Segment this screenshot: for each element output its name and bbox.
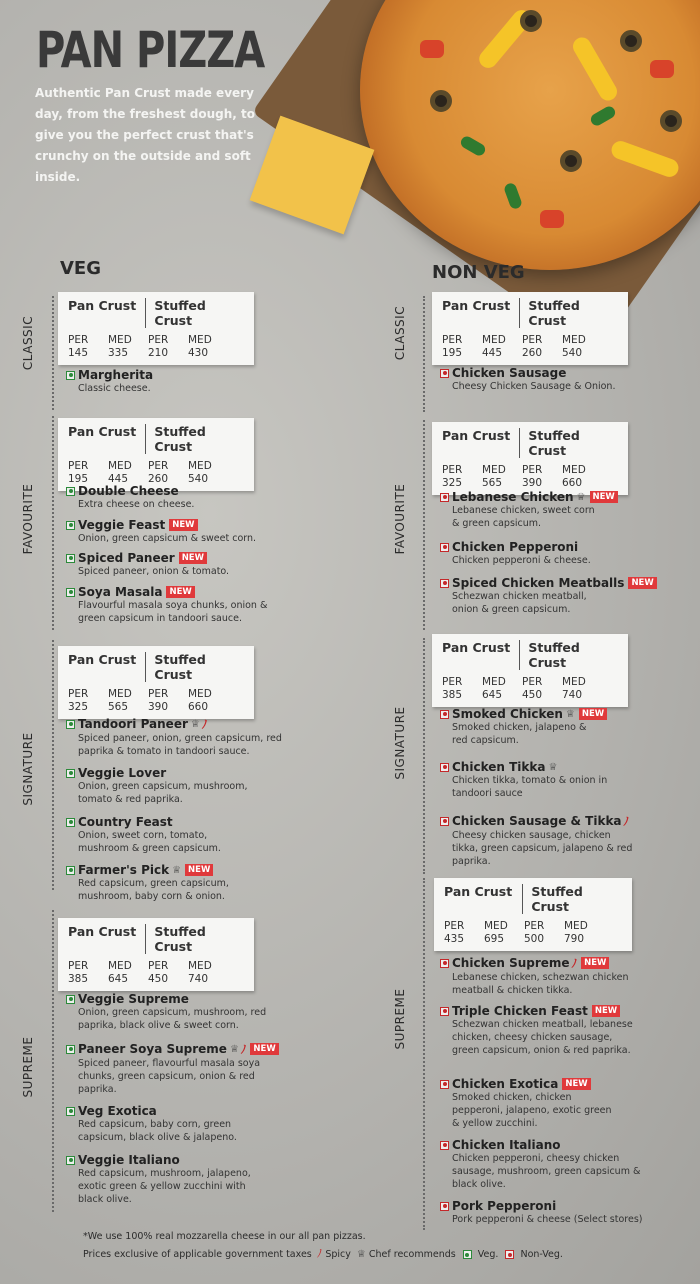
item-name: Chicken Italiano: [452, 1138, 561, 1152]
price-box-veg-favourite: [58, 418, 254, 491]
item-name: Lebanese Chicken: [452, 490, 574, 504]
price-value: 210: [148, 347, 169, 359]
item-desc: Chicken pepperoni & cheese.: [452, 555, 591, 566]
pan-crust-header: Pan Crust: [68, 924, 146, 954]
price-value: 335: [108, 347, 129, 359]
nonveg-mark-icon: [440, 959, 449, 968]
item-name: Smoked Chicken: [452, 707, 563, 721]
divider: [423, 420, 425, 630]
nonveg-mark-icon: [440, 493, 449, 502]
item-desc: Onion, green capsicum, mushroom, red paprika, black olive & sweet corn.: [78, 1007, 267, 1031]
chef-hat-icon: ♕: [229, 1043, 239, 1055]
item-desc: Onion, sweet corn, tomato, mushroom & green capsicum.: [78, 830, 221, 854]
nonveg-heading: NON VEG: [432, 262, 525, 283]
price-value: 740: [188, 973, 209, 985]
nonveg-mark-icon: [440, 369, 449, 378]
pan-crust-header: Pan Crust: [442, 640, 520, 670]
price-value: 450: [522, 689, 543, 701]
menu-item-lebanese-chicken: [440, 490, 660, 530]
nonveg-mark-icon: [440, 1141, 449, 1150]
new-badge: NEW: [169, 519, 197, 531]
item-desc: Spiced paneer, flavourful masala soya chunks, green capsicum, onion & red paprika.: [78, 1058, 261, 1095]
divider: [423, 878, 425, 1230]
pan-crust-header: Pan Crust: [68, 298, 146, 328]
veg-classic-label: CLASSIC: [21, 315, 35, 371]
footer-line2: [83, 1245, 563, 1263]
new-badge: NEW: [592, 1005, 620, 1017]
nonveg-mark-icon: [440, 710, 449, 719]
menu-item-chicken-sausage: [440, 366, 640, 393]
item-name: Soya Masala: [78, 585, 163, 599]
chili-icon: ﾉ: [201, 718, 208, 731]
item-desc: Extra cheese on cheese.: [78, 499, 195, 510]
nonveg-mark-icon: [440, 543, 449, 552]
chef-hat-icon: ♕: [190, 718, 200, 730]
stuffed-crust-header: Stuffed Crust: [531, 884, 583, 914]
item-name: Veggie Italiano: [78, 1153, 180, 1167]
veg-mark-icon: [66, 487, 75, 496]
divider: [52, 640, 54, 890]
med-label: MED: [482, 676, 506, 688]
nonveg-mark-icon: [440, 817, 449, 826]
new-badge: NEW: [166, 586, 194, 598]
price-value: 565: [108, 701, 129, 713]
per-label: PER: [442, 676, 463, 688]
stuffed-crust-header: Stuffed Crust: [528, 298, 580, 328]
menu-item-farmers-pick: [66, 863, 281, 903]
chef-hat-icon: ♕: [172, 864, 182, 876]
price-value: 195: [442, 347, 463, 359]
footer-notes: [83, 1228, 563, 1263]
med-label: MED: [188, 460, 212, 472]
med-label: MED: [108, 688, 132, 700]
pan-crust-header: Pan Crust: [68, 652, 146, 682]
item-name: Tandoori Paneer: [78, 717, 188, 731]
per-label: PER: [522, 334, 543, 346]
price-box-nonveg-classic: [432, 292, 628, 365]
per-label: PER: [522, 676, 543, 688]
menu-item-chicken-pepperoni: [440, 540, 640, 567]
nonveg-mark-icon: [440, 579, 449, 588]
item-desc: Red capsicum, mushroom, jalapeno, exotic green & yellow zucchini with black olive.: [78, 1168, 251, 1205]
menu-item-veggie-lover: [66, 766, 281, 806]
menu-item-margherita: [66, 368, 281, 395]
med-label: MED: [188, 688, 212, 700]
per-label: PER: [148, 688, 169, 700]
item-desc: Flavourful masala soya chunks, onion & green capsicum in tandoori sauce.: [78, 600, 268, 624]
per-label: PER: [148, 460, 169, 472]
price-value: 435: [444, 933, 465, 945]
item-desc: Smoked chicken, jalapeno & red capsicum.: [452, 722, 587, 746]
item-desc: Onion, green capsicum, mushroom, tomato & red paprika.: [78, 781, 248, 805]
veg-mark-icon: [66, 866, 75, 875]
item-name: Chicken Sausage & Tikka: [452, 814, 622, 828]
nonveg-mark-icon: [440, 1202, 449, 1211]
menu-item-chicken-exotica: [440, 1077, 660, 1130]
med-label: MED: [188, 960, 212, 972]
per-label: PER: [442, 464, 463, 476]
legend-veg: Veg.: [477, 1249, 499, 1260]
item-name: Margherita: [78, 368, 154, 382]
legend-spicy: Spicy: [325, 1249, 351, 1260]
stuffed-crust-header: Stuffed Crust: [528, 640, 580, 670]
pan-crust-header: Pan Crust: [442, 428, 520, 458]
divider: [52, 296, 54, 410]
med-label: MED: [482, 334, 506, 346]
stuffed-crust-header: Stuffed Crust: [154, 652, 206, 682]
legend-chef: Chef recommends: [368, 1249, 456, 1260]
price-box-nonveg-signature: [432, 634, 628, 707]
menu-item-double-cheese: [66, 484, 281, 511]
item-desc: Red capsicum, baby corn, green capsicum, black olive & jalapeno.: [78, 1119, 237, 1143]
veg-mark-icon: [66, 720, 75, 729]
med-label: MED: [562, 334, 586, 346]
item-name: Paneer Soya Supreme: [78, 1042, 227, 1056]
new-badge: NEW: [179, 552, 207, 564]
per-label: PER: [444, 920, 465, 932]
med-label: MED: [108, 460, 132, 472]
price-value: 385: [442, 689, 463, 701]
nonveg-mark-icon: [505, 1250, 514, 1259]
new-badge: NEW: [185, 864, 213, 876]
item-name: Spiced Chicken Meatballs: [452, 576, 625, 590]
veg-favourite-label: FAVOURITE: [21, 483, 35, 555]
veg-signature-label: SIGNATURE: [21, 732, 35, 806]
pizza-image: [360, 0, 700, 270]
item-desc: Smoked chicken, chicken pepperoni, jalapeno, exotic green & yellow zucchini.: [452, 1092, 612, 1129]
item-desc: Chicken pepperoni, cheesy chicken sausage, mushroom, green capsicum & black olive.: [452, 1153, 641, 1190]
item-name: Chicken Supreme: [452, 956, 570, 970]
per-label: PER: [442, 334, 463, 346]
price-value: 500: [524, 933, 545, 945]
item-desc: Cheesy Chicken Sausage & Onion.: [452, 381, 616, 392]
veg-heading: VEG: [60, 258, 102, 279]
price-value: 540: [562, 347, 583, 359]
item-desc: Schezwan chicken meatball, lebanese chicken, cheesy chicken sausage, green capsicum, onion & red paprika.: [452, 1019, 633, 1056]
item-name: Chicken Sausage: [452, 366, 567, 380]
price-box-nonveg-supreme: [434, 878, 632, 951]
item-name: Chicken Exotica: [452, 1077, 559, 1091]
chef-hat-icon: ♕: [576, 491, 586, 503]
price-value: 325: [442, 477, 463, 489]
price-value: 430: [188, 347, 209, 359]
med-label: MED: [562, 676, 586, 688]
veg-mark-icon: [463, 1250, 472, 1259]
intro-text: Authentic Pan Crust made every day, from the freshest dough, to give you the perfect crust that's crunchy on the outside and soft inside.: [35, 86, 255, 184]
price-box-veg-classic: [58, 292, 254, 365]
veg-mark-icon: [66, 769, 75, 778]
divider: [423, 296, 425, 412]
item-desc: Spiced paneer, onion, green capsicum, red paprika & tomato in tandoori sauce.: [78, 733, 282, 757]
menu-item-chicken-italiano: [440, 1138, 660, 1191]
item-name: Pork Pepperoni: [452, 1199, 557, 1213]
pan-crust-header: Pan Crust: [442, 298, 520, 328]
per-label: PER: [68, 460, 89, 472]
item-desc: Chicken tikka, tomato & onion in tandoori sauce: [452, 775, 608, 799]
per-label: PER: [68, 334, 89, 346]
veg-mark-icon: [66, 588, 75, 597]
page-title: PAN PIZZA: [36, 22, 265, 80]
new-badge: NEW: [590, 491, 618, 503]
price-value: 325: [68, 701, 89, 713]
med-label: MED: [108, 960, 132, 972]
menu-item-smoked-chicken: [440, 707, 660, 747]
med-label: MED: [482, 464, 506, 476]
veg-mark-icon: [66, 521, 75, 530]
divider: [423, 638, 425, 874]
menu-item-paneer-soya-supreme: [66, 1041, 286, 1096]
item-name: Triple Chicken Feast: [452, 1004, 588, 1018]
item-name: Spiced Paneer: [78, 551, 175, 565]
price-value: 790: [564, 933, 585, 945]
per-label: PER: [148, 960, 169, 972]
menu-item-spiced-chicken-meatballs: [440, 576, 690, 616]
veg-mark-icon: [66, 371, 75, 380]
per-label: PER: [524, 920, 545, 932]
price-box-nonveg-favourite: [432, 422, 628, 495]
price-value: 390: [148, 701, 169, 713]
menu-item-veggie-italiano: [66, 1153, 281, 1206]
item-desc: Red capsicum, green capsicum, mushroom, baby corn & onion.: [78, 878, 229, 902]
nonveg-signature-label: SIGNATURE: [393, 706, 407, 780]
divider: [52, 416, 54, 630]
price-value: 260: [522, 347, 543, 359]
price-value: 445: [482, 347, 503, 359]
per-label: PER: [522, 464, 543, 476]
price-value: 450: [148, 973, 169, 985]
price-box-veg-supreme: [58, 918, 254, 991]
item-name: Chicken Pepperoni: [452, 540, 579, 554]
item-name: Double Cheese: [78, 484, 179, 498]
chef-hat-icon: ♕: [565, 708, 575, 720]
new-badge: NEW: [628, 577, 656, 589]
veg-supreme-label: SUPREME: [21, 1036, 35, 1098]
new-badge: NEW: [562, 1078, 590, 1090]
chili-icon: ﾉ: [623, 815, 630, 828]
item-desc: Schezwan chicken meatball, onion & green capsicum.: [452, 591, 587, 615]
item-desc: Classic cheese.: [78, 383, 151, 394]
veg-mark-icon: [66, 818, 75, 827]
price-value: 645: [108, 973, 129, 985]
footer-taxes: Prices exclusive of applicable government taxes: [83, 1249, 312, 1260]
price-value: 540: [188, 473, 209, 485]
nonveg-mark-icon: [440, 1080, 449, 1089]
veg-mark-icon: [66, 995, 75, 1004]
pan-crust-header: Pan Crust: [444, 884, 523, 914]
veg-mark-icon: [66, 1156, 75, 1165]
med-label: MED: [484, 920, 508, 932]
price-value: 385: [68, 973, 89, 985]
price-value: 740: [562, 689, 583, 701]
price-value: 645: [482, 689, 503, 701]
veg-mark-icon: [66, 554, 75, 563]
menu-item-triple-chicken-feast: [440, 1004, 670, 1057]
item-desc: Onion, green capsicum & sweet corn.: [78, 533, 257, 544]
chili-icon: ﾉ: [316, 1247, 323, 1260]
item-name: Country Feast: [78, 815, 173, 829]
menu-item-tandoori-paneer: [66, 716, 286, 758]
chili-icon: ﾉ: [240, 1043, 247, 1056]
legend-nonveg: Non-Veg.: [520, 1249, 563, 1260]
per-label: PER: [148, 334, 169, 346]
stuffed-crust-header: Stuffed Crust: [154, 298, 206, 328]
item-desc: Cheesy chicken sausage, chicken tikka, green capsicum, jalapeno & red paprika.: [452, 830, 633, 867]
item-name: Chicken Tikka: [452, 760, 546, 774]
chili-icon: ﾉ: [571, 957, 578, 970]
item-name: Veg Exotica: [78, 1104, 157, 1118]
pan-crust-header: Pan Crust: [68, 424, 146, 454]
price-value: 195: [68, 473, 89, 485]
menu-item-spiced-paneer: [66, 551, 281, 578]
item-desc: Lebanese chicken, schezwan chicken meatball & chicken tikka.: [452, 972, 629, 996]
veg-mark-icon: [66, 1045, 75, 1054]
med-label: MED: [188, 334, 212, 346]
menu-item-chicken-tikka: [440, 760, 660, 800]
divider: [52, 910, 54, 1212]
item-name: Farmer's Pick: [78, 863, 170, 877]
item-name: Veggie Feast: [78, 518, 166, 532]
item-desc: Pork pepperoni & cheese (Select stores): [452, 1214, 643, 1225]
med-label: MED: [562, 464, 586, 476]
price-value: 390: [522, 477, 543, 489]
menu-item-veggie-supreme: [66, 992, 281, 1032]
menu-item-pork-pepperoni: [440, 1199, 670, 1226]
nonveg-supreme-label: SUPREME: [393, 988, 407, 1050]
menu-item-veg-exotica: [66, 1104, 281, 1144]
price-box-veg-signature: [58, 646, 254, 719]
chef-hat-icon: ♕: [356, 1249, 366, 1260]
price-value: 145: [68, 347, 89, 359]
stuffed-crust-header: Stuffed Crust: [154, 924, 206, 954]
item-name: Veggie Lover: [78, 766, 167, 780]
stuffed-crust-header: Stuffed Crust: [528, 428, 580, 458]
nonveg-mark-icon: [440, 1007, 449, 1016]
item-name: Veggie Supreme: [78, 992, 189, 1006]
menu-item-chicken-supreme: [440, 955, 660, 997]
menu-item-chicken-sausage-tikka: [440, 813, 670, 868]
price-value: 260: [148, 473, 169, 485]
chef-hat-icon: ♕: [548, 761, 558, 773]
menu-item-soya-masala: [66, 585, 276, 625]
per-label: PER: [68, 960, 89, 972]
footer-line1: *We use 100% real mozzarella cheese in our all pan pizzas.: [83, 1231, 366, 1242]
price-value: 660: [188, 701, 209, 713]
nonveg-mark-icon: [440, 763, 449, 772]
per-label: PER: [68, 688, 89, 700]
new-badge: NEW: [579, 708, 607, 720]
price-value: 660: [562, 477, 583, 489]
price-value: 445: [108, 473, 129, 485]
new-badge: NEW: [581, 957, 609, 969]
new-badge: NEW: [250, 1043, 278, 1055]
item-desc: Spiced paneer, onion & tomato.: [78, 566, 230, 577]
stuffed-crust-header: Stuffed Crust: [154, 424, 206, 454]
med-label: MED: [108, 334, 132, 346]
price-value: 565: [482, 477, 503, 489]
price-value: 695: [484, 933, 505, 945]
menu-item-country-feast: [66, 815, 281, 855]
item-desc: Lebanese chicken, sweet corn & green capsicum.: [452, 505, 595, 529]
med-label: MED: [564, 920, 588, 932]
veg-mark-icon: [66, 1107, 75, 1116]
nonveg-classic-label: CLASSIC: [393, 305, 407, 361]
nonveg-favourite-label: FAVOURITE: [393, 483, 407, 555]
menu-item-veggie-feast: [66, 518, 281, 545]
